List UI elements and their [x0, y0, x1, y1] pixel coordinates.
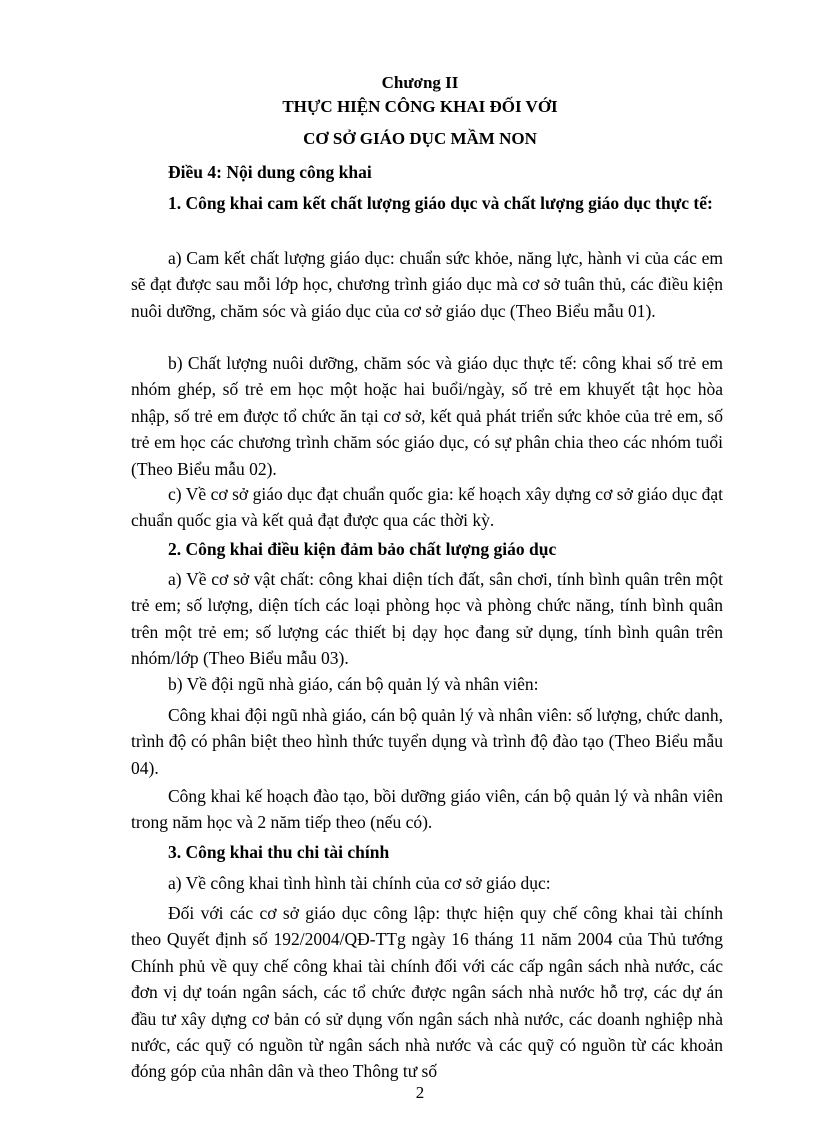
chapter-subtitle-line1: THỰC HIỆN CÔNG KHAI ĐỐI VỚI	[282, 97, 558, 116]
section-3-paragraph-a1: Đối với các cơ sở giáo dục công lập: thực hiện quy chế công khai tài chính theo Quyết định số 192/2004/QĐ-TTg ngày 16 tháng 11 năm 2004 của Thủ tướng Chính phủ về quy chế công khai tài chính đối với các cấp ngân sách nhà nước, các đơn vị dự toán ngân sách, các tổ chức được ngân sách nhà nước hỗ trợ, các dự án đầu tư xây dựng cơ bản có sử dụng vốn ngân sách nhà nước, các doanh nghiệp nhà nước, các quỹ có nguồn từ ngân sách nhà nước và các quỹ có nguồn từ các khoản đóng góp của nhân dân và theo Thông tư số	[131, 903, 723, 1082]
chapter-title: Chương II	[381, 73, 459, 92]
section-2-paragraph-a: a) Về cơ sở vật chất: công khai diện tích đất, sân chơi, tính bình quân trên một trẻ em; số lượng, diện tích các loại phòng học và phòng chức năng, tính bình quân trên một trẻ em; số lượng các thiết bị dạy học đang sử dụng, tính bình quân trên nhóm/lớp (Theo Biểu mẫu 03).	[131, 569, 723, 669]
article-heading: Điều 4: Nội dung công khai	[168, 162, 372, 182]
page-number: 2	[415, 1083, 425, 1102]
section-1-paragraph-c: c) Về cơ sở giáo dục đạt chuẩn quốc gia: kế hoạch xây dựng cơ sở giáo dục đạt chuẩn quốc gia và kết quả đạt được qua các thời kỳ.	[131, 484, 723, 531]
section-2-title: 2. Công khai điều kiện đảm bảo chất lượng giáo dục	[168, 539, 557, 559]
section-1-paragraph-b: b) Chất lượng nuôi dưỡng, chăm sóc và giáo dục thực tế: công khai số trẻ em nhóm ghép, số trẻ em học một hoặc hai buổi/ngày, số trẻ em khuyết tật học hòa nhập, số trẻ em được tổ chức ăn tại cơ sở, kết quả phát triển sức khỏe của trẻ em, số trẻ em học các chương trình chăm sóc giáo dục, có sự phân chia theo các nhóm tuổi (Theo Biểu mẫu 02).	[131, 353, 723, 479]
section-2-paragraph-b: b) Về đội ngũ nhà giáo, cán bộ quản lý và nhân viên:	[168, 674, 539, 694]
chapter-subtitle-line2: CƠ SỞ GIÁO DỤC MẦM NON	[303, 129, 537, 148]
section-2-paragraph-b2: Công khai kế hoạch đào tạo, bồi dưỡng giáo viên, cán bộ quản lý và nhân viên trong năm học và 2 năm tiếp theo (nếu có).	[131, 786, 723, 833]
section-3-paragraph-a: a) Về công khai tình hình tài chính của cơ sở giáo dục:	[168, 873, 551, 893]
section-1-paragraph-a: a) Cam kết chất lượng giáo dục: chuẩn sức khỏe, năng lực, hành vi của các em sẽ đạt được sau mỗi lớp học, chương trình giáo dục mà cơ sở tuân thủ, các điều kiện nuôi dưỡng, chăm sóc và giáo dục của cơ sở giáo dục (Theo Biểu mẫu 01).	[131, 248, 723, 321]
section-3-title: 3. Công khai thu chi tài chính	[168, 842, 390, 862]
section-1-title: 1. Công khai cam kết chất lượng giáo dục và chất lượng giáo dục thực tế:	[168, 193, 713, 213]
section-2-paragraph-b1: Công khai đội ngũ nhà giáo, cán bộ quản lý và nhân viên: số lượng, chức danh, trình độ có phân biệt theo hình thức tuyển dụng và trình độ đào tạo (Theo Biểu mẫu 04).	[131, 705, 723, 778]
